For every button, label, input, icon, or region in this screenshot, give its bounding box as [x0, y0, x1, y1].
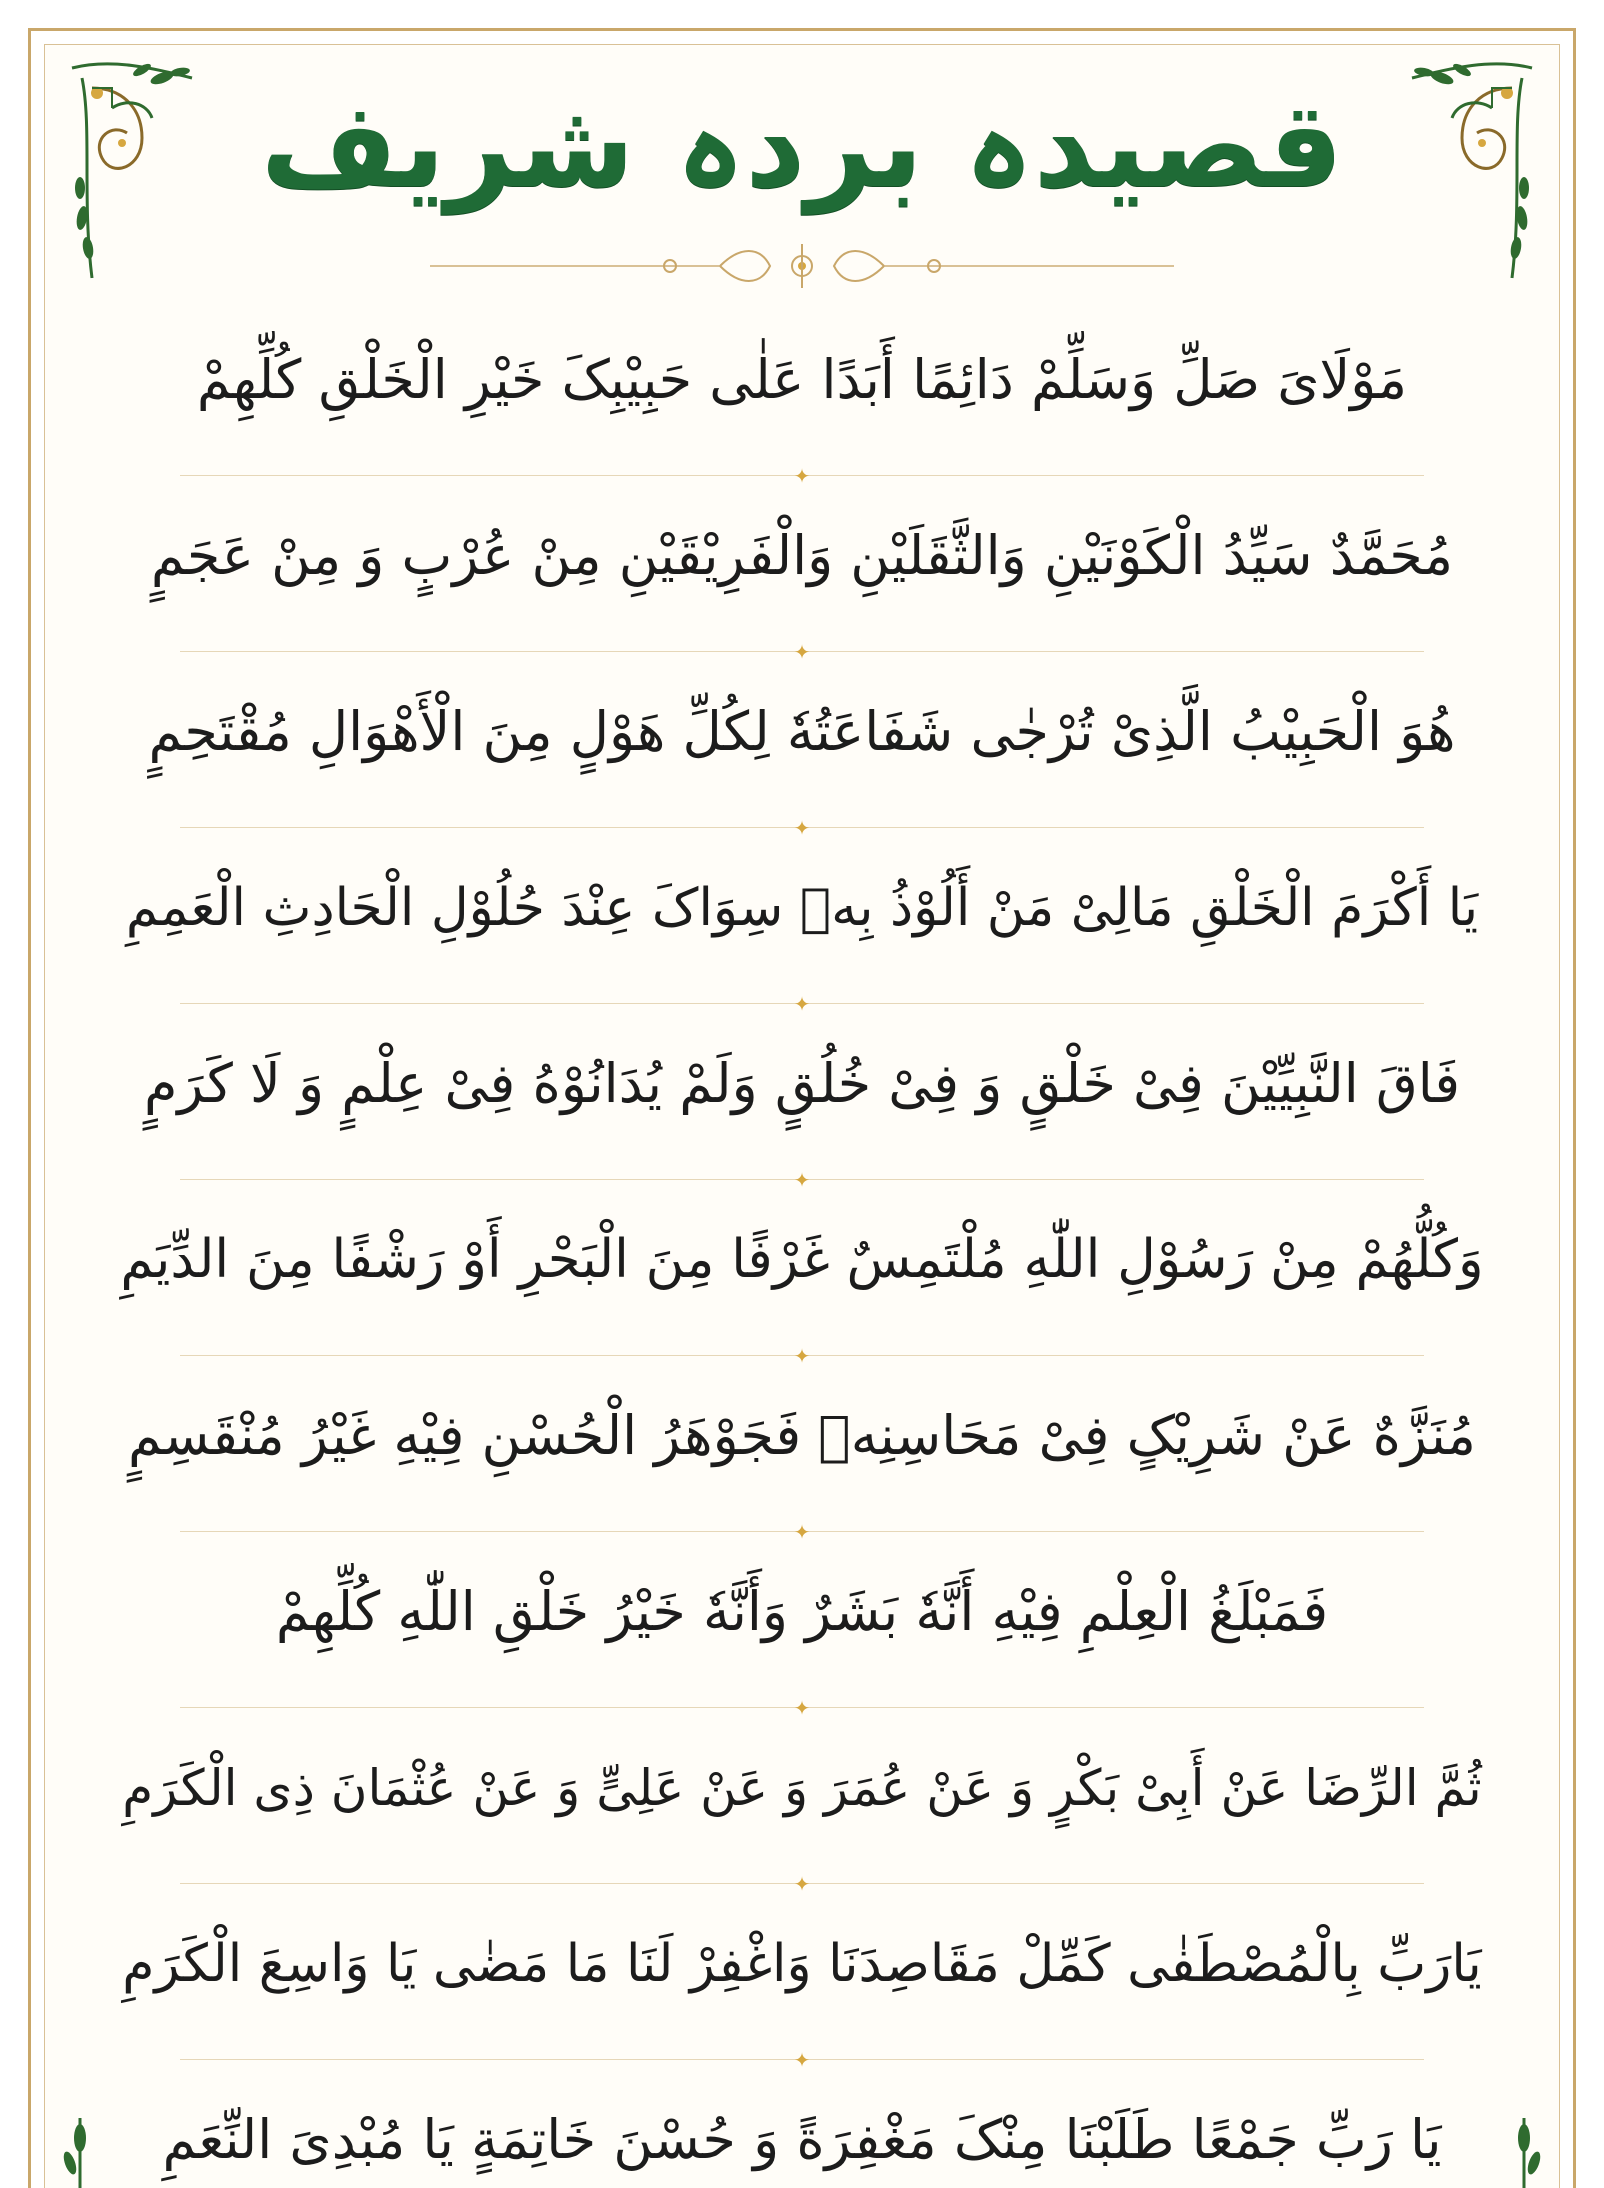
verse-text: فَاقَ النَّبِیِّیْنَ فِیْ خَلْقٍ وَ فِیْ خُلُقٍ وَلَمْ یُدَانُوْهُ فِیْ عِلْمٍ وَ لَا کَرَمٍ	[143, 1052, 1461, 1115]
verse-row	[120, 1356, 1484, 1544]
diamond-star-icon: ✦	[793, 1872, 811, 1896]
diamond-star-icon: ✦	[793, 640, 811, 664]
title-ornament-icon	[420, 236, 1184, 296]
diamond-star-icon: ✦	[793, 816, 811, 840]
verse-text: مَوْلَایَ صَلِّ وَسَلِّمْ دَائِمًا أَبَدًا عَلٰی حَبِیْبِکَ خَیْرِ الْخَلْقِ کُلِّهِمْ	[196, 348, 1408, 411]
verse-row	[120, 652, 1484, 840]
verse-text: یَارَبِّ بِالْمُصْطَفٰی کَمِّلْ مَقَاصِدَنَا وَاغْفِرْ لَنَا مَا مَضٰی یَا وَاسِعَ الْکَرَمِ	[122, 1934, 1482, 1994]
verse-text: مُنَزَّهٌ عَنْ شَرِیْکٍ فِیْ مَحَاسِنِهٖ فَجَوْهَرُ الْحُسْنِ فِیْهِ غَیْرُ مُنْقَسِمٍ	[128, 1404, 1476, 1467]
verse-text: یَا أَکْرَمَ الْخَلْقِ مَالِیْ مَنْ أَلُوْذُ بِهٖ سِوَاکَ عِنْدَ حُلُوْلِ الْحَادِثِ الْعَمِمِ	[125, 878, 1479, 938]
verse-row	[120, 1180, 1484, 1368]
verse-text: مُحَمَّدٌ سَیِّدُ الْکَوْنَیْنِ وَالثَّقَلَیْنِ وَالْفَرِیْقَیْنِ مِنْ عُرْبٍ وَ مِنْ عَجَمٍ	[150, 524, 1454, 587]
diamond-star-icon: ✦	[793, 2048, 811, 2072]
verse-row	[120, 1708, 1484, 1896]
floral-corner-bottom-right-icon	[1484, 2108, 1564, 2188]
floral-corner-bottom-left-icon	[40, 2108, 120, 2188]
verse-text: یَا رَبِّ جَمْعًا طَلَبْنَا مِنْکَ مَغْفِرَةً وَ حُسْنَ خَاتِمَةٍ یَا مُبْدِیَ النِّعَمِ	[162, 2108, 1442, 2171]
diamond-star-icon: ✦	[793, 1344, 811, 1368]
verse-row	[120, 476, 1484, 664]
verse-text: ثُمَّ الرِّضَا عَنْ أَبِیْ بَکْرٍ وَ عَنْ عُمَرَ وَ عَنْ عَلِیٍّ وَ عَنْ عُثْمَانَ ذِی الْکَرَمِ	[122, 1759, 1482, 1817]
verse-row	[120, 1004, 1484, 1192]
verse-row	[120, 2060, 1484, 2188]
verse-row	[120, 300, 1484, 488]
diamond-star-icon: ✦	[793, 464, 811, 488]
diamond-star-icon: ✦	[793, 1696, 811, 1720]
page-title: قصیدہ بردہ شریف	[260, 76, 1344, 214]
verse-text: فَمَبْلَغُ الْعِلْمِ فِیْهِ أَنَّهٗ بَشَرٌ وَأَنَّهٗ خَیْرُ خَلْقِ اللّٰهِ کُلِّهِمْ	[275, 1580, 1329, 1643]
verse-row	[120, 1884, 1484, 2072]
verse-text: هُوَ الْحَبِیْبُ الَّذِیْ تُرْجٰی شَفَاعَتُهٗ لِکُلِّ هَوْلٍ مِنَ الْأَهْوَالِ مُقْتَحِمٍ	[148, 700, 1456, 763]
diamond-star-icon: ✦	[793, 1520, 811, 1544]
verse-list	[120, 300, 1484, 2188]
diamond-star-icon: ✦	[793, 1168, 811, 1192]
verse-row	[120, 1532, 1484, 1720]
diamond-star-icon: ✦	[793, 992, 811, 1016]
verse-text: وَکُلُّهُمْ مِنْ رَسُوْلِ اللّٰهِ مُلْتَمِسٌ غَرْفًا مِنَ الْبَحْرِ أَوْ رَشْفًا مِنَ الدِّیَمِ	[120, 1229, 1484, 1290]
verse-row	[120, 828, 1484, 1016]
